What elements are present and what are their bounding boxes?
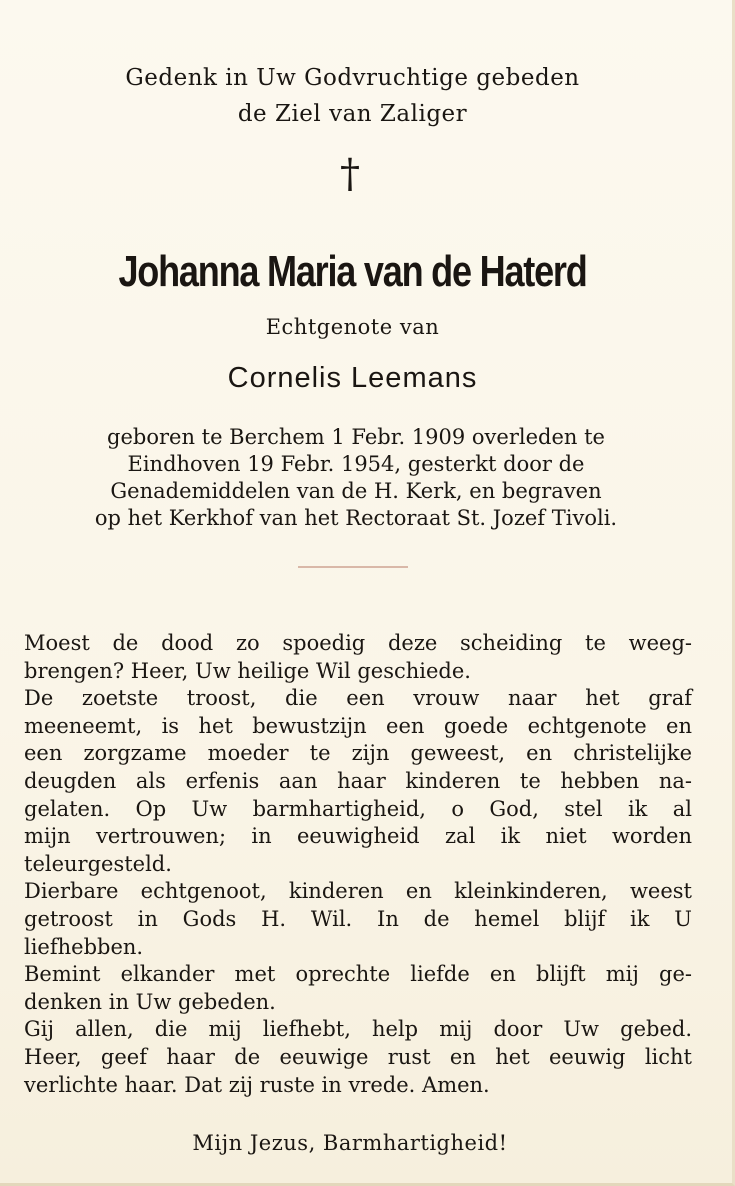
header-line-2: de Ziel van Zaliger xyxy=(237,101,468,127)
header-line-1: Gedenk in Uw Godvruchtige gebeden xyxy=(125,65,580,91)
prayer-line: gelaten. Op Uw barmhartigheid, o God, stel ik al xyxy=(24,796,692,821)
prayer-line: liefhebben. xyxy=(24,934,144,959)
deceased-name: Johanna Maria van de Haterd xyxy=(118,247,587,296)
prayer-line: Heer, geef haar de eeuwige rust en het eeuwig licht xyxy=(24,1044,692,1069)
biography xyxy=(22,424,690,532)
card-header xyxy=(0,60,705,132)
prayer-line: Bemint elkander met oprechte liefde en blijft mij ge- xyxy=(24,962,692,987)
prayer-line: verlichte haar. Dat zij ruste in vrede. Amen. xyxy=(24,1072,490,1097)
prayer-line: een zorgzame moeder te zijn geweest, en christelijke xyxy=(24,741,692,766)
spouse-name: Cornelis Leemans xyxy=(227,362,478,394)
prayer-line: Moest de dood zo spoedig deze scheiding te weeg- xyxy=(24,631,692,655)
cross-icon: † xyxy=(340,151,360,197)
prayer-line: mijn vertrouwen; in eeuwigheid zal ik niet worden xyxy=(24,824,692,849)
prayer-line: Dierbare echtgenoot, kinderen en kleinkinderen, weest xyxy=(24,879,692,904)
prayer-line: deugden als erfenis aan haar kinderen te hebben na- xyxy=(24,768,692,793)
prayer-line: teleurgesteld. xyxy=(24,851,172,876)
bio-line: Eindhoven 19 Febr. 1954, gesterkt door de xyxy=(127,452,585,476)
prayer-line: meeneemt, is het bewustzijn een goede echtgenote en xyxy=(24,713,692,738)
prayer-line: Gij allen, die mij liefhebt, help mij door Uw gebed. xyxy=(24,1017,692,1042)
divider xyxy=(298,566,408,568)
spouse-intro: Echtgenote van xyxy=(265,315,440,339)
prayer-line: getroost in Gods H. Wil. In de hemel blijf ik U xyxy=(24,906,692,931)
closing-invocation: Mijn Jezus, Barmhartigheid! xyxy=(192,1131,508,1155)
prayer-line: De zoetste troost, die een vrouw naar het graf xyxy=(24,686,692,711)
bio-line: op het Kerkhof van het Rectoraat St. Jozef Tivoli. xyxy=(94,506,618,530)
prayer-line: denken in Uw gebeden. xyxy=(24,989,276,1014)
prayer-line: brengen? Heer, Uw heilige Wil geschiede. xyxy=(24,658,471,683)
bio-line: Genademiddelen van de H. Kerk, en begraven xyxy=(110,479,602,503)
bio-line: geboren te Berchem 1 Febr. 1909 overleden te xyxy=(107,425,605,449)
prayer-text xyxy=(24,630,692,1099)
